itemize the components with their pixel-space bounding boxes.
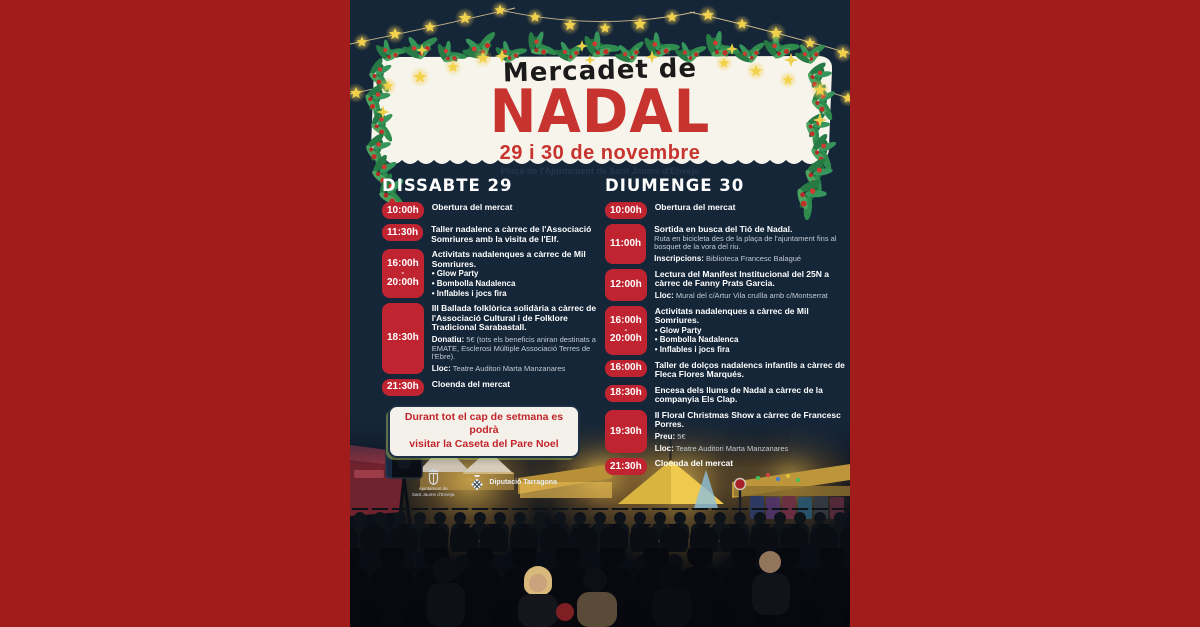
event-dates: 29 i 30 de novembre xyxy=(499,142,701,165)
christmas-market-poster xyxy=(350,0,850,627)
time-badge: 16:00h xyxy=(605,360,647,377)
ajuntament-label: Sant Jaume d'Enveja xyxy=(412,492,455,498)
event-bullet: • Inflables i jocs fira xyxy=(654,344,730,354)
event-row xyxy=(605,306,848,355)
time-badge: 18:30h xyxy=(605,385,647,402)
time-badge: 19:30h xyxy=(605,410,647,454)
event-row xyxy=(605,410,848,454)
time-badge: 12:00h xyxy=(605,269,647,301)
organizer-logos xyxy=(382,468,587,498)
event-detail: Lloc: Teatre Auditori Marta Manzanares xyxy=(654,443,789,453)
time-badge: 21:30h xyxy=(382,379,424,396)
event-row xyxy=(605,224,848,264)
event-title: II Floral Christmas Show a càrrec de Francesc Porres. xyxy=(654,409,841,430)
poster-header xyxy=(350,0,850,176)
event-title: Lectura del Manifest Institucional del 25N a càrrec de Fanny Prats Garcia. xyxy=(654,268,829,289)
diputacio-diamond-icon xyxy=(470,475,484,491)
time-badge: 11:30h xyxy=(382,224,423,241)
event-title: Obertura del mercat xyxy=(431,202,513,212)
sunday-column xyxy=(605,176,848,480)
event-title: Activitats nadalenques a càrrec de Mil Somriures. xyxy=(431,249,586,269)
event-row xyxy=(382,379,601,396)
event-detail: Inscripcions: Biblioteca Francesc Balagué xyxy=(654,253,802,263)
event-title: Obertura del mercat xyxy=(654,202,736,212)
event-row xyxy=(382,249,601,298)
event-title: Taller nadalenc a càrrec de l'Associació Somriures amb la visita de l'Elf. xyxy=(431,224,592,244)
event-row xyxy=(382,224,601,244)
event-row xyxy=(605,458,848,475)
sunday-title: DIUMENGE 30 xyxy=(605,176,745,195)
event-title: Encesa dels llums de Nadal a càrrec de la companyia Els Clap. xyxy=(654,384,823,405)
event-row xyxy=(605,385,848,405)
event-venue: Plaça de l'Ajuntament de Sant Jaume d'Enveja xyxy=(500,166,700,177)
crown-shield-icon xyxy=(426,468,441,485)
event-bullet: • Glow Party xyxy=(654,325,702,335)
event-row xyxy=(382,303,601,374)
diputacio-logo xyxy=(470,475,557,491)
event-title: III Ballada folklòrica solidària a càrrec de l'Associació Cultural i de Folklore Tradicional Sarabastall. xyxy=(431,303,597,333)
ajuntament-label: Ajuntament de xyxy=(418,485,448,491)
event-detail: Donatiu: 5€ (tots els beneficis aniran destinats a EMATE, Esclerosi Múltiple Associació Terres de l'Ebre). xyxy=(431,334,596,362)
event-detail: Lloc: Mural del c/Artur Vila cruïlla amb c/Montserrat xyxy=(654,290,828,300)
event-row xyxy=(605,360,848,380)
event-bullet: • Bombolla Nadalenca xyxy=(431,278,516,288)
event-bullet: • Inflables i jocs fira xyxy=(431,288,507,298)
time-badge: 11:00h xyxy=(605,224,646,264)
event-row xyxy=(605,269,848,301)
diputacio-label: Diputació Tarragona xyxy=(489,479,557,487)
event-row xyxy=(382,202,601,219)
event-title: Activitats nadalenques a càrrec de Mil Somriures. xyxy=(654,305,809,326)
time-badge: 10:00h xyxy=(605,202,647,219)
event-title: Taller de dolços nadalencs infantils a càrrec de Fleca Flores Marqués. xyxy=(654,359,845,380)
event-detail: Lloc: Teatre Auditori Marta Manzanares xyxy=(431,364,566,373)
event-row xyxy=(605,202,848,219)
event-subtitle: Ruta en bicicleta des de la plaça de l'ajuntament fins al bosquet de la vora del riu. xyxy=(654,233,837,252)
event-bullet: • Glow Party xyxy=(431,269,479,279)
ajuntament-logo xyxy=(412,468,454,498)
santa-house-notice: Durant tot el cap de setmana es podrà visitar la Caseta del Pare Noel xyxy=(388,405,580,458)
event-title: Cloenda del mercat xyxy=(431,378,511,389)
event-bullet: • Bombolla Nadalenca xyxy=(654,335,739,345)
time-badge: 18:30h xyxy=(382,303,424,374)
script-title: Mercadet de xyxy=(502,53,698,89)
time-range-badge: 16:00h - 20:00h xyxy=(382,249,424,298)
saturday-title: DISSABTE 29 xyxy=(382,176,513,195)
time-range-badge: 16:00h - 20:00h xyxy=(605,306,647,355)
saturday-column xyxy=(382,176,601,498)
event-title: Sortida en busca del Tió de Nadal. xyxy=(654,224,793,234)
time-badge: 21:30h xyxy=(605,458,647,475)
time-badge: 10:00h xyxy=(382,202,424,219)
event-title: Cloenda del mercat xyxy=(654,458,734,469)
main-title: NADAL xyxy=(489,78,711,147)
event-detail: Preu: 5€ xyxy=(654,432,686,442)
